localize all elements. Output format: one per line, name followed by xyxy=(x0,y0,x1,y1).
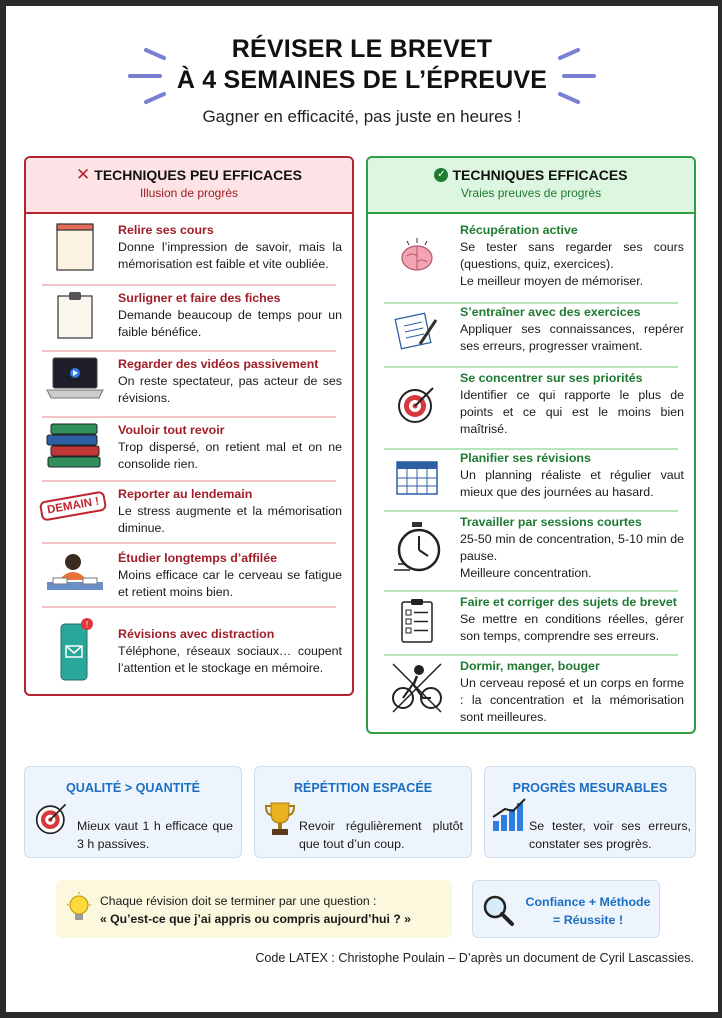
item-text: Se tester sans regarder ses cours (questions, quiz, exercices). xyxy=(460,240,684,271)
confidence-box xyxy=(472,880,660,938)
item-head: Se concentrer sur ses priorités xyxy=(460,371,643,385)
ineffective-techniques-panel xyxy=(24,156,354,696)
cross-icon: ✕ xyxy=(76,165,91,184)
books-icon xyxy=(40,422,110,468)
tip-line-2: « Qu’est-ce que j’ai appris ou compris aujourd’hui ? » xyxy=(100,912,411,926)
divider xyxy=(42,480,336,482)
item-text: Moins efficace car le cerveau se fatigue et retient moins bien. xyxy=(118,568,342,599)
item-text: Donne l’impression de savoir, mais la mémorisation est faible et vite oubliée. xyxy=(118,240,342,271)
footer-credit: Code LATEX : Christophe Poulain – D’après un document de Cyril Lascassies. xyxy=(255,951,694,965)
item-text: Appliquer ses connaissances, repérer ses erreurs, progresser vraiment. xyxy=(460,322,684,353)
phone-notification-icon xyxy=(40,616,110,686)
item-text: Trop dispersé, on retient mal et on ne consolide rien. xyxy=(118,440,342,471)
notepad-icon xyxy=(40,222,110,272)
panel-header xyxy=(368,158,694,214)
item-head: Dormir, manger, bouger xyxy=(460,659,600,673)
tired-student-icon xyxy=(40,550,110,596)
target-icon xyxy=(382,384,452,424)
item-head: Regarder des vidéos passivement xyxy=(118,357,319,371)
effective-techniques-panel xyxy=(366,156,696,734)
divider xyxy=(42,606,336,608)
item-text-2: Meilleure concentration. xyxy=(460,566,592,580)
card-text: Mieux vaut 1 h efficace que 3 h passives. xyxy=(77,819,233,851)
card-title: RÉPÉTITION ESPACÉE xyxy=(293,781,433,795)
page-title: RÉVISER LE BREVET À 4 SEMAINES DE L’ÉPREUVE xyxy=(176,35,548,94)
laptop-video-icon xyxy=(40,356,110,402)
panel-subtitle: Vraies preuves de progrès xyxy=(460,186,602,200)
card-quality xyxy=(24,766,242,858)
item-text: Se mettre en conditions réelles, gérer son temps, comprendre ses erreurs. xyxy=(460,612,684,643)
item-head: Étudier longtemps d’affilée xyxy=(118,551,278,565)
card-title: PROGRÈS MESURABLES xyxy=(512,781,668,795)
tip-line-1: Chaque révision doit se terminer par une question : xyxy=(100,894,377,908)
panel-header xyxy=(26,158,352,214)
divider xyxy=(42,284,336,286)
clipboard-icon xyxy=(40,290,110,340)
confidence-line-2: = Réussite ! xyxy=(553,913,623,927)
card-text: Se tester, voir ses erreurs, constater ses progrès. xyxy=(529,819,691,851)
item-text: 25-50 min de concentration, 5-10 min de pause. xyxy=(460,532,684,563)
item-text: Identifier ce qui rapporte le plus de points et ce qui est le moins bien maîtrisé. xyxy=(460,388,684,436)
item-head: Récupération active xyxy=(460,223,578,237)
item-head: Révisions avec distraction xyxy=(118,627,275,641)
item-head: Planifier ses révisions xyxy=(460,451,591,465)
demain-stamp-icon: DEMAIN ! xyxy=(38,496,108,516)
magnifier-icon xyxy=(481,893,515,932)
growth-chart-icon xyxy=(491,797,527,838)
divider xyxy=(384,654,678,656)
brain-icon xyxy=(382,236,452,276)
divider xyxy=(42,542,336,544)
page-subtitle: Gagner en efficacité, pas juste en heures ! xyxy=(202,107,522,126)
panel-title: TECHNIQUES PEU EFFICACES xyxy=(94,167,302,183)
card-title: QUALITÉ > QUANTITÉ xyxy=(66,781,200,795)
item-text: Un cerveau reposé et un corps en forme : la concentration et la mémorisation sont meilleures. xyxy=(460,676,684,724)
target-icon xyxy=(35,801,69,840)
svg-text:!: ! xyxy=(85,620,89,629)
item-text: Téléphone, réseaux sociaux… coupent l’attention et le stockage en mémoire. xyxy=(118,644,342,675)
divider xyxy=(384,510,678,512)
confidence-line-1: Confiance + Méthode xyxy=(525,895,651,909)
panel-subtitle: Illusion de progrès xyxy=(139,186,239,200)
item-head: Faire et corriger des sujets de brevet xyxy=(460,595,677,609)
item-text: Un planning réaliste et régulier vaut mieux que des journées au hasard. xyxy=(460,468,684,499)
divider xyxy=(384,366,678,368)
item-head: Relire ses cours xyxy=(118,223,214,237)
worksheet-pen-icon xyxy=(382,310,452,350)
stopwatch-icon xyxy=(382,520,452,576)
item-text: Demande beaucoup de temps pour un faible bénéfice. xyxy=(118,308,342,339)
card-text: Revoir régulièrement plutôt que tout d’un coup. xyxy=(299,819,463,851)
cyclist-icon xyxy=(382,660,452,716)
card-measurable-progress xyxy=(484,766,696,858)
item-head: Travailler par sessions courtes xyxy=(460,515,642,529)
divider xyxy=(42,350,336,352)
item-text-2: Le meilleur moyen de mémoriser. xyxy=(460,274,644,288)
trophy-icon xyxy=(265,801,295,842)
calendar-icon xyxy=(382,458,452,496)
divider xyxy=(42,416,336,418)
card-spaced-repetition xyxy=(254,766,472,858)
lightbulb-icon xyxy=(66,892,92,931)
tip-box xyxy=(56,880,452,938)
panel-title: TECHNIQUES EFFICACES xyxy=(452,167,628,183)
page xyxy=(6,6,718,1012)
item-text: On reste spectateur, pas acteur de ses révisions. xyxy=(118,374,342,405)
item-text: Le stress augmente et la mémorisation diminue. xyxy=(118,504,342,535)
checklist-icon xyxy=(382,598,452,644)
item-head: Reporter au lendemain xyxy=(118,487,253,501)
item-head: Vouloir tout revoir xyxy=(118,423,225,437)
check-icon: ✓ xyxy=(434,168,448,182)
divider xyxy=(384,590,678,592)
item-head: S’entraîner avec des exercices xyxy=(460,305,641,319)
item-head: Surligner et faire des fiches xyxy=(118,291,281,305)
